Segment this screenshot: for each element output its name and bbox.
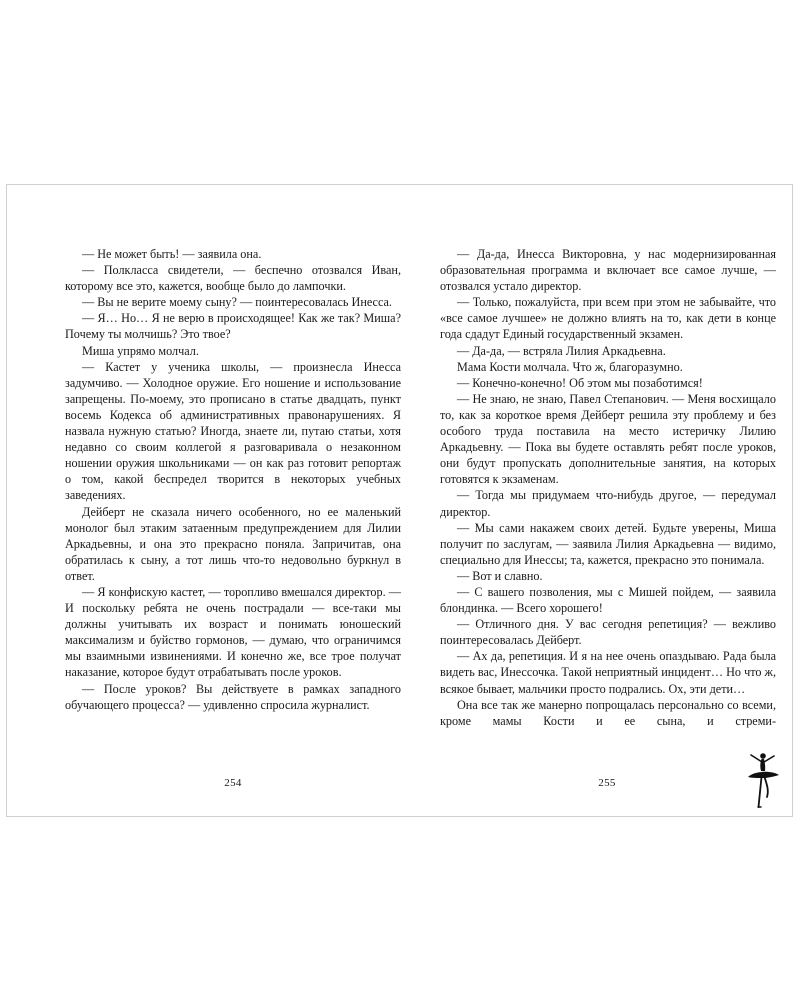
right-page-text (440, 246, 776, 729)
ballerina-silhouette-icon (737, 750, 787, 810)
right-paragraph: Мама Кости молчала. Что ж, благоразумно. (457, 359, 683, 374)
left-paragraph: — Кастет у ученика школы, — произнесла Инесса задумчиво. — Холодное оружие. Его ношение и использование запрещены. По-моему, это прописано в статье двадцать, пункт восемь Кодекса об административных правонарушениях. Я назвала нужную статью? Иногда, знаете ли, путаю статьи, хотя недавно со своим коллегой я разговаривала о незаконном ношении оружия школьниками — он как раз готовит репортаж о том, какой беспредел творится в некоторых учебных заведениях. (65, 359, 401, 503)
left-page-text (65, 246, 401, 713)
left-page-number: 254 (224, 777, 242, 789)
left-paragraph: — Полкласса свидетели, — беспечно отозвался Иван, которому все это, кажется, вообще было до лампочки. (65, 263, 401, 294)
right-paragraph: — Да-да, Инесса Викторовна, у нас модернизированная образовательная программа и включает все самое лучше, — отозвался устало директор. (440, 247, 776, 294)
left-paragraph: — После уроков? Вы действуете в рамках западного обучающего процесса? — удивленно спросила журналист. (65, 681, 401, 712)
right-paragraph: — Вот и славно. (457, 568, 543, 583)
right-paragraph: — Мы сами накажем своих детей. Будьте уверены, Миша получит по заслугам, — заявила Лилия Аркадьевна — видимо, специально для Инессы; та, кажется, прекрасно это понимала. (440, 520, 776, 567)
left-paragraph: — Я конфискую кастет, — торопливо вмешался директор. — И поскольку ребята не очень пострадали — все-таки мы должны учитывать их возраст и понимать юношеский максимализм и буйство гормонов, — думаю, что ограничимся мы взаимными извинениями. И конечно же, все трое получат наказание, которое будут отрабатывать после уроков. (65, 584, 401, 680)
right-paragraph: — Да-да, — встряла Лилия Аркадьевна. (457, 343, 666, 358)
right-page-number: 255 (598, 777, 616, 789)
right-paragraph: — Только, пожалуйста, при всем при этом не забывайте, что «все самое лучшее» не должно влиять на то, как дети в конце года сдадут Единый государственный экзамен. (440, 295, 776, 342)
left-paragraph: Миша упрямо молчал. (82, 343, 199, 358)
right-paragraph: — Ах да, репетиция. И я на нее очень опаздываю. Рада была видеть вас, Инессочка. Такой неприятный инцидент… Но что ж, всякое бывает, мальчики просто подрались. Ох, эти дети… (440, 649, 776, 696)
left-paragraph: — Вы не верите моему сыну? — поинтересовалась Инесса. (82, 295, 392, 310)
left-paragraph: — Я… Но… Я не верю в происходящее! Как же так? Миша? Почему ты молчишь? Это твое? (65, 311, 401, 342)
book-spread (6, 184, 793, 817)
right-paragraph: — Не знаю, не знаю, Павел Степанович. — Меня восхищало то, как за короткое время Дейберт решила эту проблему и без особого труда поставила на место истеричку Лилию Аркадьевну. — Пока вы будете оставлять ребят после уроков, они будут пропускать дополнительные занятия, на которых готовятся к экзаменам. (440, 391, 776, 487)
right-paragraph: — Отличного дня. У вас сегодня репетиция? — вежливо поинтересовалась Дейберт. (440, 617, 776, 648)
right-paragraph: — С вашего позволения, мы с Мишей пойдем, — заявила блондинка. — Всего хорошего! (440, 584, 776, 616)
left-paragraph: — Не может быть! — заявила она. (82, 247, 262, 261)
right-paragraph: — Конечно-конечно! Об этом мы позаботимся! (457, 375, 703, 390)
right-paragraph: Она все так же манерно попрощалась персонально со всеми, кроме мамы Кости и ее сына, и стреми- (440, 697, 776, 728)
right-paragraph: — Тогда мы придумаем что-нибудь другое, — передумал директор. (440, 488, 776, 519)
left-paragraph: Дейберт не сказала ничего особенного, но ее маленький монолог был этаким затаенным предупреждением для Лилии Аркадьевны, и она это прекрасно поняла. Запричитав, она обратилась к сыну, а тот лишь что-то недовольно буркнул в ответ. (65, 504, 401, 583)
